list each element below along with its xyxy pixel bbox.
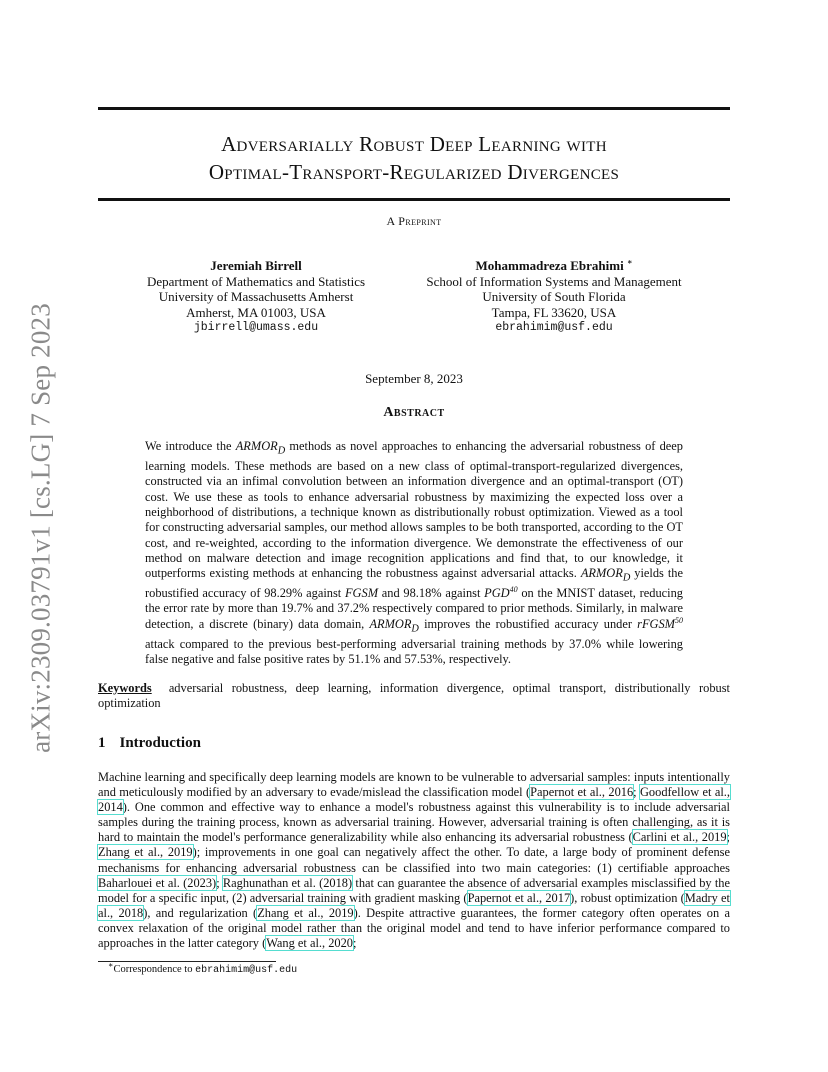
author-university: University of Massachusetts Amherst: [158, 289, 354, 304]
keywords-label: Keywords: [98, 681, 152, 695]
paper-title-line-2: Optimal-Transport-Regularized Divergences: [208, 160, 620, 184]
arxiv-identifier: [26, 296, 56, 760]
citation-link[interactable]: Raghunathan et al. (2018): [222, 875, 353, 890]
author-email[interactable]: ebrahimim@usf.edu: [495, 321, 613, 334]
author-email[interactable]: jbirrell@umass.edu: [193, 321, 319, 334]
section-number: 1: [98, 735, 106, 751]
footnote-marker[interactable]: ∗: [626, 257, 633, 267]
publication-date: September 8, 2023: [365, 371, 463, 386]
citation-link[interactable]: Zhang et al., 2019: [257, 905, 354, 920]
citation-link[interactable]: Carlini et al., 2019: [632, 830, 727, 845]
arxiv-identifier-text: arXiv:2309.03791v1 [cs.LG] 7 Sep 2023: [25, 303, 56, 753]
math-rfgsm: rFGSM$^{50}$: [637, 615, 683, 631]
citation-link[interactable]: Madry et al., 2018: [98, 890, 730, 920]
citation-link[interactable]: Papernot et al., 2017: [467, 890, 571, 905]
introduction-body: Machine learning and specifically deep learning models are known to be vulnerable to adversarial samples: inputs intentionally and meticulously modified by an adversary to evade/mislead the classification model (Papernot et al., 2016; Goodfellow et al., 2014). One common and effective way to enhance a model's robustness against this vulnerability is to include adversarial samples during the training process, known as adversarial training. However, adversarial training is often challenging, as it is hard to maintain the model's performance generalizability while also enhancing its adversarial robustness (Carlini et al., 2019; Zhang et al., 2019); improvements in one goal can negatively affect the other. To date, a large body of prominent defense mechanisms for enhancing adversarial robustness can be classified into two main categories: (1) certifiable approaches Baharlouei et al. (2023); Raghunathan et al. (2018) that can guarantee the absence of adversarial examples misclassified by the model for a specific input, (2) adversarial training with gradient masking (Papernot et al., 2017), robust optimization (Madry et al., 2018), and regularization (Zhang et al., 2019). Despite attractive guarantees, the former category often operates on a convex relaxation of the original model rather than the original model and tend to have inferior performance compared to approaches in the latter category (Wang et al., 2020;: [98, 770, 731, 951]
footnote-marker: ∗: [108, 960, 114, 970]
paper-title-line-1: Adversarially Robust Deep Learning with: [221, 132, 607, 156]
author-block-1: [130, 258, 382, 336]
citation-link[interactable]: Papernot et al., 2016: [530, 785, 634, 800]
footnote-email[interactable]: ebrahimim@usf.edu: [195, 965, 298, 976]
footnote-text: Correspondence to: [113, 964, 196, 975]
footnote-rule: [98, 961, 276, 962]
keywords: [98, 681, 730, 711]
section-heading: [98, 735, 201, 752]
preprint-label: A Preprint: [386, 214, 442, 228]
keywords-text: adversarial robustness, deep learning, information divergence, optimal transport, distributionally robust optimization: [98, 681, 731, 710]
title-rule-top: [98, 107, 730, 110]
math-pgd: PGD$^{40}$: [484, 584, 518, 601]
math-armor: $ARMOR_D$: [369, 616, 419, 635]
author-address: Tampa, FL 33620, USA: [491, 304, 617, 320]
paper-title: [98, 130, 730, 186]
footnote: [108, 960, 298, 976]
math-fgsm: FGSM: [344, 586, 379, 601]
citation-link[interactable]: Goodfellow et al., 2014: [98, 785, 731, 815]
title-rule-bottom: [98, 198, 730, 201]
author-name: [414, 258, 694, 274]
abstract-heading: Abstract: [383, 405, 445, 420]
author-name-text: Mohammadreza Ebrahimi: [475, 258, 624, 273]
math-armor: $ARMOR_D$: [235, 439, 286, 457]
citation-link[interactable]: Zhang et al., 2019: [98, 845, 193, 860]
citation-link[interactable]: Baharlouei et al. (2023): [98, 875, 217, 890]
author-department: Department of Mathematics and Statistics: [146, 273, 366, 289]
abstract-body: We introduce the $ARMOR_D$ methods as novel approaches to enhancing the adversarial robustness of deep learning models. These methods are based on a new class of optimal-transport-regularized divergences, constructed via an infimal convolution between an information divergence and an optimal-transport (OT) cost. We use these as tools to enhance adversarial robustness by maximizing the expected loss over a neighborhood of distributions, a technique known as distributionally robust optimization. Viewed as a tool for constructing adversarial samples, our method allows samples to be both transported, according to the OT cost, and re-weighted, according to the information divergence. We demonstrate the effectiveness of our method on malware detection and image recognition applications and find that, to our knowledge, it outperforms existing methods at enhancing the robustness against adversarial attacks. $ARMOR_D$ yields the robustified accuracy of 98.29% against FGSM and 98.18% against PGD$^{40}$ on the MNIST dataset, reducing the error rate by more than 19.7% and 37.2% respectively compared to prior methods. Similarly, in malware detection, a discrete (binary) data domain, $ARMOR_D$ improves the robustified accuracy under rFGSM$^{50}$ attack compared to the previous best-performing adversarial training methods by 37.0% while lowering false negative and false positive rates by 51.1% and 57.53%, respectively.: [145, 439, 683, 666]
author-name: Jeremiah Birrell: [210, 258, 302, 273]
author-university: University of South Florida: [482, 289, 626, 304]
author-block-2: [414, 258, 694, 336]
author-department: School of Information Systems and Management: [426, 273, 682, 289]
author-address: Amherst, MA 01003, USA: [186, 304, 326, 320]
citation-link[interactable]: Wang et al., 2020: [266, 936, 353, 951]
section-title: Introduction: [119, 735, 201, 751]
math-armor: $ARMOR_D$: [580, 566, 631, 584]
